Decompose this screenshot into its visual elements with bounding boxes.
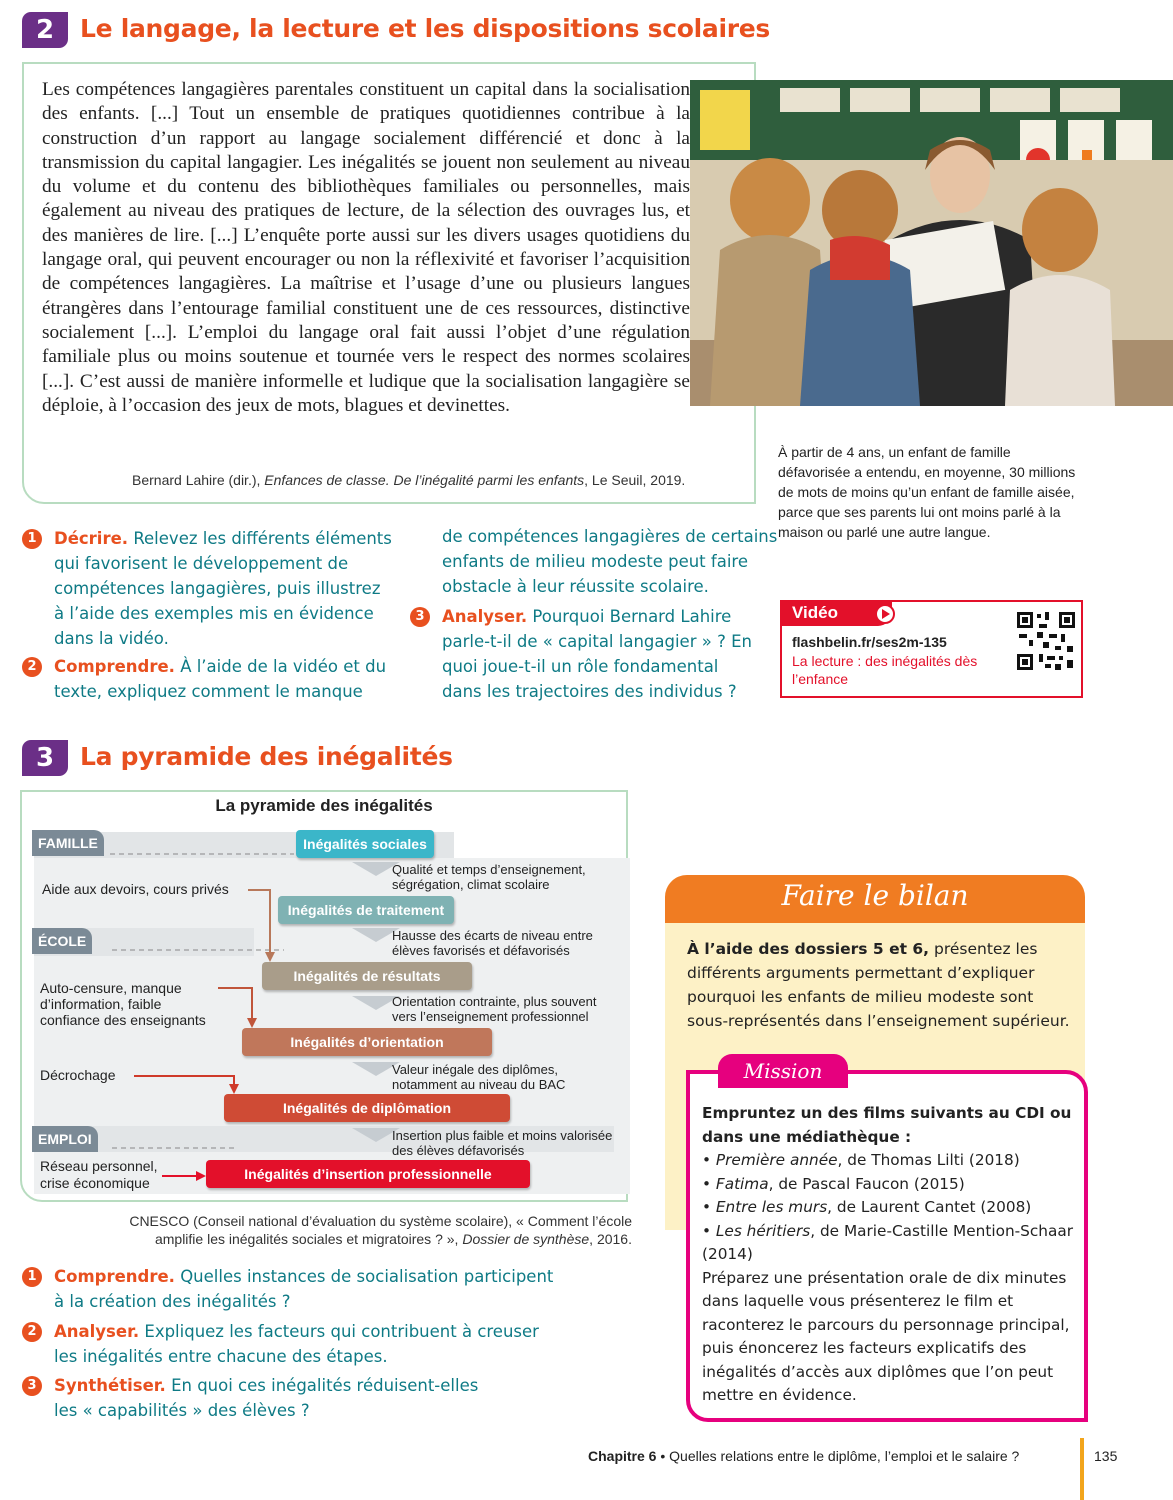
- question-number: 2: [22, 657, 42, 677]
- question-number: 1: [22, 1267, 42, 1287]
- question-number: 3: [410, 607, 430, 627]
- note-right: Valeur inégale des diplômes, notamment au niveau du BAC: [392, 1062, 566, 1092]
- bilan-header: [665, 875, 1085, 923]
- section-number: 2: [22, 12, 68, 48]
- diagram-title: La pyramide des inégalités: [215, 796, 433, 815]
- level-social: Inégalités sociales: [296, 830, 434, 858]
- note-left: Aide aux devoirs, cours privés: [42, 881, 229, 897]
- question-number: 3: [22, 1376, 42, 1396]
- document-source: Bernard Lahire (dir.), Enfances de classe. De l’inégalité parmi les enfants, Le Seuil, 2019.: [132, 472, 686, 488]
- video-url[interactable]: flashbelin.fr/ses2m-135: [792, 634, 947, 650]
- level-resultats: Inégalités de résultats: [262, 962, 472, 990]
- note-right: Qualité et temps d’enseignement, ségrégation, climat scolaire: [392, 862, 586, 892]
- level-diplomation: Inégalités de diplômation: [224, 1094, 510, 1122]
- note-right: Insertion plus faible et moins valorisée des élèves défavorisés: [392, 1128, 613, 1158]
- video-header: Vidéo: [780, 600, 892, 626]
- question-number: 2: [22, 1322, 42, 1342]
- mission-box: [686, 1059, 1088, 1422]
- page-number: 135: [1094, 1448, 1118, 1464]
- inequality-pyramid-diagram: [20, 790, 628, 1202]
- level-orientation: Inégalités d’orientation: [242, 1028, 492, 1056]
- bilan-title: Faire le bilan: [781, 879, 969, 912]
- mission-label: Mission: [718, 1054, 848, 1088]
- note-left: Décrochage: [40, 1067, 116, 1083]
- classroom-photo: [690, 80, 1173, 406]
- level-insertion: Inégalités d’insertion professionnelle: [206, 1160, 530, 1188]
- qr-code-icon[interactable]: [1015, 610, 1077, 672]
- question-3: Synthétiser. En quoi ces inégalités réduisent-elles les « capabilités » des élèves ?: [54, 1376, 479, 1420]
- footer-chapter: Chapitre 6 • Quelles relations entre le diplôme, l’emploi et le salaire ?: [588, 1448, 1020, 1464]
- question-2: Comprendre. À l’aide de la vidéo et du texte, expliquez comment le manque: [54, 657, 387, 701]
- note-left: Réseau personnel, crise économique: [40, 1158, 158, 1191]
- question-number: 1: [22, 529, 42, 549]
- question-1: Décrire. Relevez les différents éléments qui favorisent le développement de compétences langagières, puis illustrez à l’aide des exemples mis en évidence dans la vidéo.: [54, 529, 392, 648]
- pyramid-source: CNESCO (Conseil national d’évaluation du système scolaire), « Comment l’école amplifie les inégalités sociales et migratoires ? », Dossier de synthèse, 2016.: [129, 1213, 632, 1247]
- question-3: Analyser. Pourquoi Bernard Lahire parle-t-il de « capital langagier » ? En quoi joue-t-il un rôle fondamental dans les trajectoires des individus ?: [442, 607, 752, 701]
- question-2: Analyser. Expliquez les facteurs qui contribuent à creuser les inégalités entre chacune des étapes.: [54, 1322, 539, 1366]
- section-title: Le langage, la lecture et les dispositions scolaires: [80, 14, 770, 43]
- document-text: Les compétences langagières parentales constituent un capital dans la socialisation des enfants. [...] Tout un ensemble de pratiques quotidiennes contribue à la construction d’un rapport au langage socialement différencié et donc à la transmission du capital langagier. Les inégalités se jouent non seulement au niveau du volume et du contenu des bibliothèques familiales ou personnelles, mais également au niveau des pratiques de lecture, de la sélection des ouvrages lus, et des manières de lire. [...] L’enquête porte aussi sur les divers usages quotidiens du langage oral, qui peuvent encourager ou non la réflexivité et favoriser l’acquisition de compétences langagières. La maîtrise et l’usage d’une ou plusieurs langues étrangères dans l’entourage familial constituent une de ces ressources, distinctive socialement [...]. L’emploi du langage oral fait aussi l’objet d’une régulation familiale plus ou moins soutenue et tournée vers le respect des normes scolaires [...]. C’est aussi de manière informelle et ludique que la socialisation langagière se déploie, à l’occasion des jeux de mots, blagues et devinettes.: [42, 79, 690, 416]
- note-right: Orientation contrainte, plus souvent vers l’enseignement professionnel: [392, 994, 597, 1024]
- tag-famille: FAMILLE: [32, 830, 104, 856]
- level-traitement: Inégalités de traitement: [278, 896, 454, 924]
- question-1: Comprendre. Quelles instances de socialisation participent à la création des inégalités ?: [54, 1267, 554, 1311]
- photo-caption: À partir de 4 ans, un enfant de famille défavorisée a entendu, en moyenne, 30 millions de mots de moins qu’un enfant de famille aisée, parce que ses parents lui ont moins parlé à la maison ou parlé une autre langue.: [778, 444, 1076, 540]
- note-right: Hausse des écarts de niveau entre élèves favorisés et défavorisés: [392, 928, 593, 958]
- tag-emploi: EMPLOI: [32, 1126, 98, 1152]
- note-left: Auto-censure, manque d’information, faible confiance des enseignants: [40, 980, 206, 1028]
- mission-text: Empruntez un des films suivants au CDI ou dans une médiathèque : • Première année, de Thomas Lilti (2018) • Fatima, de Pascal Faucon (2015) • Entre les murs, de Laurent Cantet (2008) • Les héritiers, de Marie-Castille Mention-Schaar (2014) Préparez une présentation orale de dix minutes dans laquelle vous présenterez le film et raconterez le parcours du personnage principal, puis énoncerez les facteurs explicatifs des inégalités d’accès aux diplômes que l’on peut mettre en évidence.: [702, 1104, 1074, 1404]
- video-box[interactable]: [780, 600, 1083, 698]
- bilan-text: À l’aide des dossiers 5 et 6, présentez les différents arguments permettant d’expliquer pourquoi les enfants de milieu modeste sont sous-représentés dans l’enseignement supérieur.: [687, 940, 1070, 1030]
- tag-ecole: ÉCOLE: [32, 928, 92, 954]
- video-title: La lecture : des inégalités dès l’enfance: [792, 653, 978, 687]
- footer-divider: [1080, 1438, 1084, 1500]
- question-2-continued: de compétences langagières de certains enfants de milieu modeste peut faire obstacle à leur réussite scolaire.: [442, 527, 778, 596]
- section-title: La pyramide des inégalités: [80, 742, 453, 771]
- section-number: 3: [22, 740, 68, 776]
- document-text-box: [22, 62, 756, 504]
- play-icon[interactable]: [875, 604, 895, 624]
